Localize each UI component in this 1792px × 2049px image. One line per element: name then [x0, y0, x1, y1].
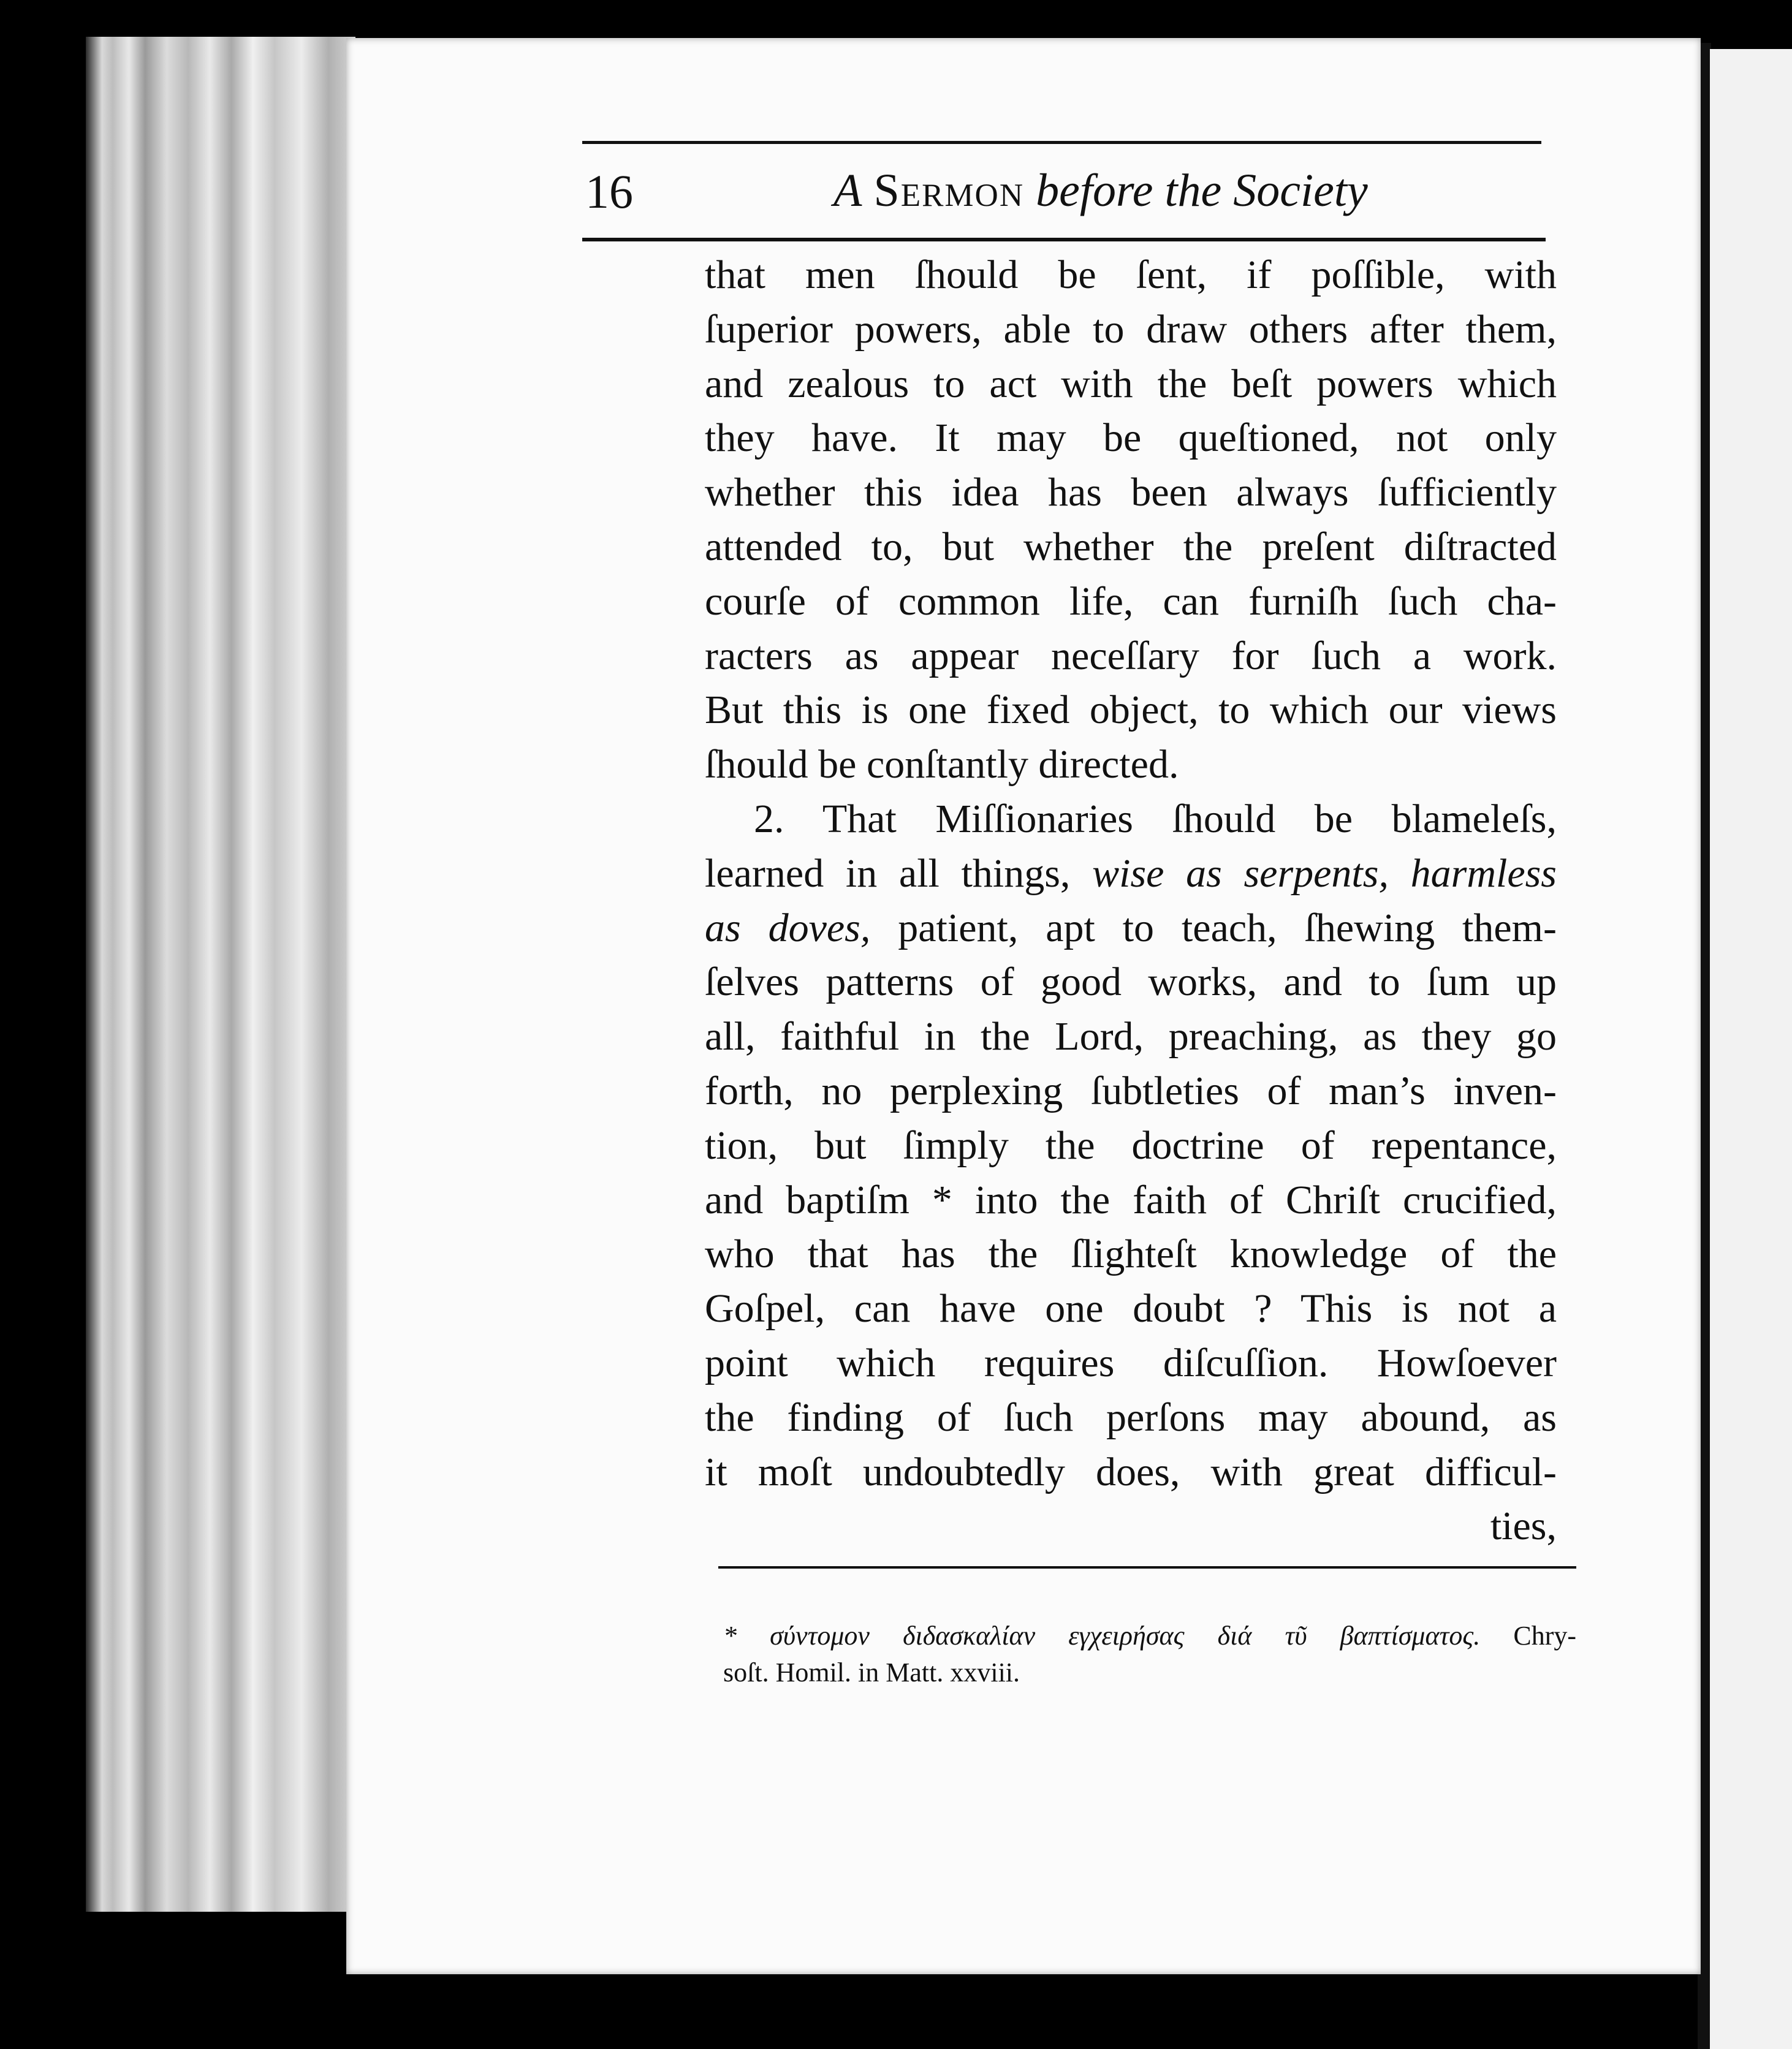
body-line: all, faithful in the Lord, preaching, as they go [705, 1014, 1557, 1059]
body-line: ſuperior powers, able to draw others after them, [705, 306, 1557, 352]
body-line: Goſpel, can have one doubt ? This is not a [705, 1286, 1557, 1331]
body-line: racters as appear neceſſary for ſuch a work. [705, 633, 1557, 678]
body-line: the finding of ſuch perſons may abound, as [705, 1395, 1557, 1440]
body-line: ſhould be conſtantly directed. [705, 742, 1179, 787]
body-line: attended to, but whether the preſent diſtracted [705, 524, 1557, 569]
running-head [833, 164, 1471, 218]
page-number: 16 [585, 165, 633, 218]
footnote [723, 1618, 1576, 1691]
body-line-mixed [705, 847, 1557, 901]
footnote-line: soſt. Homil. in Matt. xxviii. [723, 1657, 1020, 1687]
body-line: and baptiſm * into the faith of Chriſt crucified, [705, 1177, 1557, 1222]
body-line-italic: wise as serpents, harmless [1092, 850, 1557, 896]
body-line: who that has the ſlighteſt knowledge of the [705, 1232, 1557, 1277]
body-line: 2. That Miſſionaries ſhould be blameleſs, [754, 796, 1557, 841]
body-line: whether this idea has been always ſufficiently [705, 470, 1557, 515]
footnote-greek: * σύντομον διδασκαλίαν εγχειρήσας διά τῦ βαπτίσματος. [723, 1621, 1481, 1651]
book-page-edges [86, 37, 355, 1912]
header-bottom-rule [582, 238, 1546, 241]
body-line-italic: as doves, [705, 905, 871, 950]
body-line: courſe of common life, can furniſh ſuch cha- [705, 578, 1557, 624]
body-line: it moſt undoubtedly does, with great difficul- [705, 1449, 1557, 1494]
body-line: that men ſhould be ſent, if poſſible, with [705, 252, 1557, 297]
body-line: tion, but ſimply the doctrine of repentance, [705, 1123, 1557, 1168]
header-top-rule [582, 141, 1541, 144]
body-line-roman: learned in all things, [705, 850, 1071, 896]
running-head-sermon: Sermon [873, 165, 1025, 216]
facing-page-edge [1710, 49, 1792, 2049]
body-line: But this is one fixed object, to which our views [705, 687, 1557, 733]
body-line: forth, no perplexing ſubtleties of man’s inven- [705, 1068, 1557, 1113]
body-line: and zealous to act with the beſt powers which [705, 361, 1557, 406]
footnote-ref: Chry- [1513, 1621, 1576, 1651]
body-line-mixed [705, 901, 1557, 956]
footnote-line [723, 1618, 1576, 1654]
footnote-rule [718, 1566, 1576, 1569]
body-line: they have. It may be queſtioned, not only [705, 415, 1557, 461]
body-line: ſelves patterns of good works, and to ſum up [705, 960, 1557, 1005]
body-text [705, 248, 1557, 1554]
running-head-rest: before the Society [1036, 165, 1368, 216]
body-line: point which requires diſcuſſion. Howſoever [705, 1340, 1557, 1385]
running-head-article: A [833, 165, 862, 216]
body-line-roman: patient, apt to teach, ſhewing them- [898, 905, 1557, 950]
catchword: ties, [1490, 1504, 1557, 1549]
